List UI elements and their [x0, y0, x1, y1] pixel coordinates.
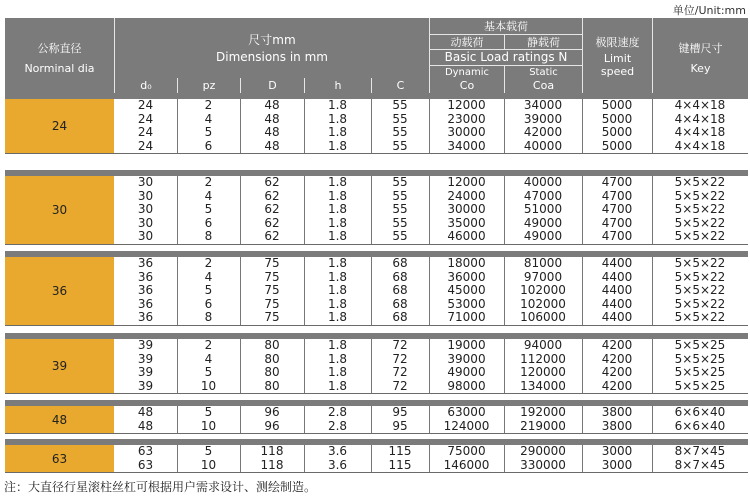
- table-row: [114, 176, 748, 190]
- speed-header-cn: 极限速度: [595, 36, 640, 49]
- table-cell: 102000: [520, 283, 566, 297]
- table-cell: 98000: [447, 378, 486, 393]
- table-cell: 24: [137, 125, 154, 139]
- table-cell: 1.8: [327, 175, 348, 189]
- group-rows: [114, 257, 748, 325]
- table-cell: 5: [204, 365, 213, 379]
- table-cell: 3000: [601, 444, 633, 458]
- table-cell: 18000: [447, 256, 486, 270]
- table-cell: 3800: [601, 418, 633, 433]
- table-cell: 55: [392, 188, 408, 203]
- table-cell: 146000: [443, 457, 490, 472]
- table-cell: 72: [392, 365, 408, 379]
- table-cell: 36: [137, 256, 154, 270]
- subheader-D: D: [240, 78, 304, 93]
- table-cell: 5×5×22: [674, 310, 726, 324]
- load-header-en: Basic Load ratings N: [444, 50, 568, 64]
- table-cell: 5×5×22: [674, 229, 726, 243]
- table-cell: 330000: [520, 457, 566, 472]
- table-cell: 5: [204, 125, 213, 139]
- table-cell: 68: [392, 269, 408, 284]
- table-cell: 6: [204, 138, 213, 153]
- table-row: [114, 366, 748, 380]
- table-cell: 68: [392, 296, 408, 311]
- nominal-dia-cell: 48: [5, 406, 114, 433]
- table-cell: 290000: [520, 444, 566, 458]
- table-cell: 30000: [447, 202, 486, 216]
- table-row: [114, 190, 748, 204]
- table-cell: 134000: [520, 378, 566, 393]
- table-cell: 6×6×40: [674, 405, 726, 419]
- table-cell: 75: [264, 256, 280, 270]
- subheader-Co: Co: [429, 78, 504, 93]
- table-cell: 75: [264, 283, 280, 297]
- table-cell: 5×5×25: [674, 351, 726, 366]
- table-cell: 63: [137, 444, 154, 458]
- table-cell: 3000: [601, 457, 633, 472]
- table-cell: 6: [204, 215, 213, 230]
- table-cell: 8×7×45: [674, 444, 726, 458]
- table-cell: 1.8: [327, 188, 348, 203]
- table-cell: 39: [137, 378, 154, 393]
- table-cell: 30: [137, 175, 154, 189]
- size-group: [5, 170, 748, 245]
- table-cell: 1.8: [327, 202, 348, 216]
- table-cell: 55: [392, 215, 408, 230]
- table-cell: 10: [200, 418, 217, 433]
- stat-header-en: Static: [529, 67, 558, 78]
- table-cell: 62: [264, 175, 280, 189]
- table-cell: 4200: [601, 378, 633, 393]
- table-cell: 62: [264, 215, 280, 230]
- table-cell: 5: [204, 405, 213, 419]
- table-cell: 48: [264, 98, 280, 112]
- table-cell: 5×5×25: [674, 378, 726, 393]
- table-cell: 4400: [601, 296, 633, 311]
- table-row: [114, 445, 748, 459]
- table-cell: 51000: [523, 202, 563, 216]
- table-cell: 49000: [447, 365, 486, 379]
- table-cell: 55: [392, 138, 408, 153]
- table-cell: 4700: [601, 175, 633, 189]
- table-cell: 1.8: [327, 351, 348, 366]
- table-cell: 5×5×22: [674, 296, 726, 311]
- subheader-d0: d₀: [114, 78, 177, 93]
- table-cell: 4700: [601, 202, 633, 216]
- table-row: [114, 311, 748, 325]
- table-cell: 39: [137, 365, 154, 379]
- key-header-cn: 键槽尺寸: [678, 42, 723, 55]
- table-cell: 24: [137, 98, 154, 112]
- table-row: [114, 126, 748, 140]
- table-cell: 4×4×18: [674, 138, 726, 153]
- table-cell: 48: [264, 111, 280, 126]
- subheader-C: C: [371, 78, 429, 93]
- table-row: [114, 406, 748, 420]
- table-cell: 42000: [523, 125, 563, 139]
- table-cell: 34000: [447, 138, 486, 153]
- table-cell: 5: [204, 283, 213, 297]
- table-cell: 95: [392, 405, 408, 419]
- table-cell: 1.8: [327, 338, 348, 352]
- table-cell: 1.8: [327, 310, 348, 324]
- table-cell: 1.8: [327, 365, 348, 379]
- table-cell: 5: [204, 444, 213, 458]
- table-cell: 96: [264, 405, 280, 419]
- table-cell: 71000: [447, 310, 486, 324]
- table-cell: 4400: [601, 310, 633, 324]
- table-cell: 5×5×22: [674, 202, 726, 216]
- table-cell: 5000: [601, 138, 633, 153]
- subheader-Coa: Coa: [504, 78, 582, 93]
- subheader-h: h: [304, 78, 371, 93]
- table-cell: 48: [264, 125, 280, 139]
- dim-header-en: Dimensions in mm: [216, 50, 328, 64]
- table-cell: 5×5×22: [674, 269, 726, 284]
- table-row: [114, 353, 748, 367]
- footnote: 注：大直径行星滚柱丝杠可根据用户需求设计、测绘制造。: [4, 480, 317, 494]
- table-cell: 8: [204, 310, 213, 324]
- nominal-dia-cell: 30: [5, 176, 114, 244]
- dim-header-cn: 尺寸mm: [248, 33, 296, 47]
- nominal-dia-cell: 24: [5, 99, 114, 153]
- table-cell: 1.8: [327, 296, 348, 311]
- table-cell: 5×5×22: [674, 256, 726, 270]
- table-cell: 4: [204, 188, 213, 203]
- table-cell: 5: [204, 202, 213, 216]
- table-cell: 124000: [443, 418, 490, 433]
- table-cell: 106000: [520, 310, 566, 324]
- table-cell: 35000: [447, 215, 486, 230]
- table-cell: 5×5×25: [674, 365, 726, 379]
- table-cell: 5×5×25: [674, 338, 726, 352]
- table-cell: 1.8: [327, 138, 348, 153]
- table-cell: 2.8: [327, 405, 348, 419]
- size-group: [5, 93, 748, 154]
- table-cell: 96: [264, 418, 280, 433]
- table-cell: 5000: [601, 125, 633, 139]
- table-cell: 39000: [447, 351, 486, 366]
- table-cell: 112000: [520, 351, 566, 366]
- table-cell: 12000: [447, 175, 486, 189]
- table-cell: 4400: [601, 256, 633, 270]
- table-cell: 30: [137, 188, 154, 203]
- table-cell: 4: [204, 111, 213, 126]
- table-cell: 4700: [601, 215, 633, 230]
- table-cell: 75: [264, 310, 280, 324]
- table-cell: 2: [204, 175, 213, 189]
- table-cell: 4700: [601, 188, 633, 203]
- table-cell: 1.8: [327, 378, 348, 393]
- table-cell: 49000: [523, 215, 563, 230]
- table-cell: 55: [392, 202, 408, 216]
- table-cell: 1.8: [327, 125, 348, 139]
- group-rows: [114, 406, 748, 433]
- table-cell: 115: [388, 457, 412, 472]
- table-cell: 36: [137, 269, 154, 284]
- load-header-cn: 基本载荷: [484, 20, 528, 33]
- table-cell: 75: [264, 269, 280, 284]
- table-cell: 6: [204, 296, 213, 311]
- table-cell: 48: [137, 405, 154, 419]
- table-cell: 55: [392, 98, 408, 112]
- table-cell: 39: [137, 351, 154, 366]
- table-cell: 10: [200, 378, 217, 393]
- table-cell: 40000: [523, 138, 563, 153]
- table-cell: 5×5×22: [674, 188, 726, 203]
- table-cell: 3800: [601, 405, 633, 419]
- table-row: [114, 140, 748, 154]
- table-cell: 219000: [520, 418, 566, 433]
- table-row: [114, 230, 748, 244]
- table-cell: 24000: [447, 188, 486, 203]
- table-cell: 68: [392, 256, 408, 270]
- table-cell: 72: [392, 351, 408, 366]
- table-cell: 2: [204, 256, 213, 270]
- table-cell: 5×5×22: [674, 283, 726, 297]
- table-cell: 45000: [447, 283, 486, 297]
- table-cell: 120000: [520, 365, 566, 379]
- table-cell: 1.8: [327, 111, 348, 126]
- table-row: [114, 284, 748, 298]
- table-cell: 63000: [447, 405, 486, 419]
- table-cell: 5000: [601, 98, 633, 112]
- table-cell: 80: [264, 351, 280, 366]
- table-subheader: [5, 78, 748, 93]
- table-cell: 6×6×40: [674, 418, 726, 433]
- table-cell: 1.8: [327, 283, 348, 297]
- table-cell: 1.8: [327, 229, 348, 243]
- table-row: [114, 298, 748, 312]
- table-cell: 97000: [523, 269, 563, 284]
- stat-header-cn: 静载荷: [527, 36, 560, 49]
- table-row: [114, 203, 748, 217]
- table-cell: 72: [392, 338, 408, 352]
- subheader-speed: [582, 78, 652, 93]
- table-cell: 4×4×18: [674, 125, 726, 139]
- table-cell: 48: [137, 418, 154, 433]
- table-cell: 94000: [523, 338, 563, 352]
- table-cell: 4400: [601, 269, 633, 284]
- table-row: [114, 420, 748, 434]
- table-cell: 30: [137, 202, 154, 216]
- table-cell: 118: [260, 444, 284, 458]
- table-cell: 4×4×18: [674, 98, 726, 112]
- table-cell: 4200: [601, 338, 633, 352]
- table-cell: 4: [204, 269, 213, 284]
- size-group: [5, 333, 748, 394]
- table-cell: 75000: [447, 444, 486, 458]
- table-cell: 24: [137, 111, 154, 126]
- table-cell: 49000: [523, 229, 563, 243]
- table-cell: 102000: [520, 296, 566, 311]
- table-cell: 10: [200, 457, 217, 472]
- nominal-dia-cell: 63: [5, 445, 114, 472]
- dia-header-en: Norminal dia: [24, 62, 95, 75]
- table-cell: 62: [264, 229, 280, 243]
- table-cell: 4200: [601, 351, 633, 366]
- table-cell: 36: [137, 283, 154, 297]
- table-cell: 68: [392, 310, 408, 324]
- nominal-dia-cell: 39: [5, 339, 114, 393]
- dyn-header-cn: 动载荷: [450, 36, 484, 49]
- table-row: [114, 99, 748, 113]
- nominal-dia-cell: 36: [5, 257, 114, 325]
- table-row: [114, 380, 748, 394]
- table-cell: 8×7×45: [674, 457, 726, 472]
- table-cell: 39000: [523, 111, 563, 126]
- table-cell: 4200: [601, 365, 633, 379]
- table-cell: 55: [392, 229, 408, 243]
- table-cell: 23000: [447, 111, 486, 126]
- table-row: [114, 339, 748, 353]
- speed-header-en2: speed: [600, 65, 635, 78]
- table-cell: 63: [137, 457, 154, 472]
- subheader-pz: pz: [177, 78, 240, 93]
- table-cell: 40000: [523, 175, 563, 189]
- table-cell: 1.8: [327, 256, 348, 270]
- table-cell: 5×5×22: [674, 215, 726, 230]
- table-cell: 192000: [520, 405, 566, 419]
- table-cell: 47000: [523, 188, 563, 203]
- key-header-en: Key: [690, 62, 711, 75]
- table-cell: 72: [392, 378, 408, 393]
- size-group: [5, 400, 748, 434]
- table-cell: 30: [137, 215, 154, 230]
- speed-header-en1: Limit: [603, 52, 632, 65]
- table-cell: 46000: [447, 229, 486, 243]
- table-cell: 80: [264, 378, 280, 393]
- table-cell: 4700: [601, 229, 633, 243]
- table-cell: 36: [137, 296, 154, 311]
- table-cell: 36000: [447, 269, 486, 284]
- table-cell: 81000: [523, 256, 563, 270]
- table-cell: 53000: [447, 296, 486, 311]
- group-rows: [114, 445, 748, 472]
- table-cell: 24: [137, 138, 154, 153]
- table-cell: 55: [392, 175, 408, 189]
- table-cell: 75: [264, 296, 280, 311]
- table-cell: 68: [392, 283, 408, 297]
- table-row: [114, 113, 748, 127]
- table-cell: 5000: [601, 111, 633, 126]
- table-row: [114, 217, 748, 231]
- table-cell: 1.8: [327, 98, 348, 112]
- table-cell: 115: [388, 444, 412, 458]
- group-rows: [114, 339, 748, 393]
- table-cell: 30000: [447, 125, 486, 139]
- table-cell: 39: [137, 338, 154, 352]
- subheader-key: [652, 78, 748, 93]
- table-cell: 55: [392, 111, 408, 126]
- table-cell: 34000: [523, 98, 563, 112]
- table-cell: 4400: [601, 283, 633, 297]
- table-cell: 62: [264, 202, 280, 216]
- table-cell: 4×4×18: [674, 111, 726, 126]
- table-cell: 8: [204, 229, 213, 243]
- table-cell: 1.8: [327, 269, 348, 284]
- table-cell: 118: [260, 457, 284, 472]
- size-group: [5, 251, 748, 326]
- table-cell: 3.6: [327, 457, 348, 472]
- table-cell: 80: [264, 338, 280, 352]
- dyn-header-en: Dynamic: [444, 67, 490, 78]
- table-cell: 2.8: [327, 418, 348, 433]
- unit-label: 单位/Unit:mm: [672, 4, 746, 17]
- table-row: [114, 459, 748, 473]
- table-cell: 62: [264, 188, 280, 203]
- table-cell: 12000: [447, 98, 486, 112]
- table-cell: 1.8: [327, 215, 348, 230]
- table-row: [114, 257, 748, 271]
- table-cell: 5×5×22: [674, 175, 726, 189]
- table-cell: 55: [392, 125, 408, 139]
- table-row: [114, 271, 748, 285]
- table-cell: 36: [137, 310, 154, 324]
- table-cell: 3.6: [327, 444, 348, 458]
- dia-header-cn: 公称直径: [37, 42, 82, 55]
- table-cell: 48: [264, 138, 280, 153]
- table-cell: 4: [204, 351, 213, 366]
- table-cell: 95: [392, 418, 408, 433]
- table-cell: 80: [264, 365, 280, 379]
- table-cell: 19000: [447, 338, 486, 352]
- table-cell: 2: [204, 98, 213, 112]
- group-rows: [114, 99, 748, 153]
- table-cell: 30: [137, 229, 154, 243]
- table-cell: 2: [204, 338, 213, 352]
- size-group: [5, 439, 748, 473]
- group-rows: [114, 176, 748, 244]
